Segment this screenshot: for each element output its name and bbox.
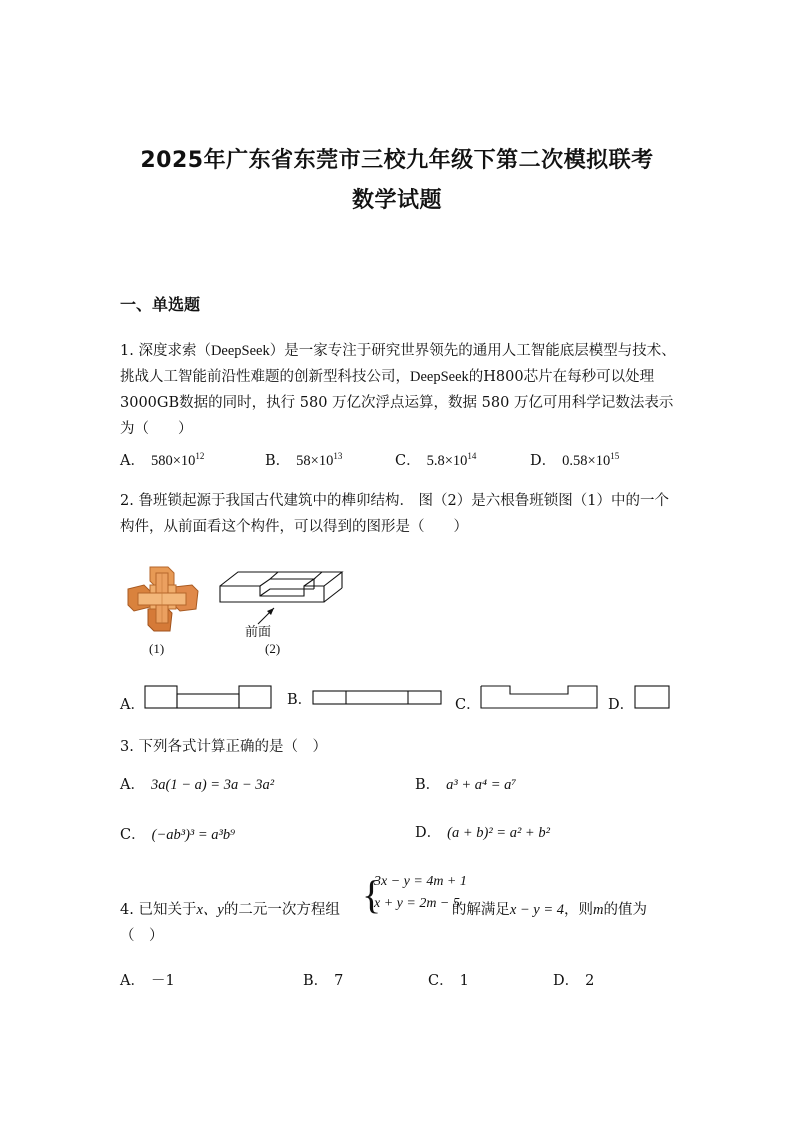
condition: x − y = 4: [509, 902, 565, 918]
deepseek-term: DeepSeek: [210, 343, 270, 359]
q3-option-b[interactable]: [415, 774, 516, 796]
question-text: 的二元一次方程组: [223, 902, 340, 918]
question-text: 已知关于: [138, 902, 197, 918]
q3-option-a[interactable]: [120, 774, 274, 796]
question-text: 是一家专注于研究世界领先的通用人工智能底层模型与技术、挑战人工智能前沿性难题的创新型科技公司，: [120, 343, 676, 385]
figure-1-caption: (1): [149, 641, 165, 656]
option-value: 0.58×10: [562, 453, 611, 469]
question-text: 深度求索: [138, 343, 197, 359]
option-exponent: 12: [195, 451, 205, 461]
option-label: B．: [265, 453, 291, 469]
question-number: 3.: [120, 739, 134, 755]
question-number: 1.: [120, 343, 134, 359]
paren: （: [196, 343, 211, 359]
option-label: C．: [395, 453, 421, 469]
brace-icon: {: [362, 872, 382, 917]
q4-option-b[interactable]: [303, 970, 343, 992]
option-value: 2: [585, 973, 595, 989]
q3-option-c[interactable]: [120, 824, 235, 846]
option-expression: (−ab³)³ = a³b⁹: [151, 827, 236, 843]
question-2: [120, 488, 676, 540]
option-value: 580×10: [150, 453, 196, 469]
q1-option-b[interactable]: [265, 450, 342, 472]
option-label: C．: [120, 827, 146, 843]
exam-title: 2025年广东省东莞市三校九年级下第二次模拟联考: [140, 148, 654, 173]
q1-option-c[interactable]: [395, 450, 476, 472]
q2-option-d-label[interactable]: D．: [608, 697, 635, 713]
q2-option-b-shape[interactable]: [312, 690, 442, 706]
question-text: 的解满足: [451, 902, 510, 918]
option-label: D．: [553, 973, 580, 989]
q4-option-d[interactable]: [553, 970, 594, 992]
option-expression: a³ + a⁴ = a⁷: [446, 777, 517, 793]
option-value: 58×10: [296, 453, 334, 469]
equation-1: 3x − y = 4m + 1: [374, 874, 467, 889]
q1-option-d[interactable]: [530, 450, 619, 472]
q4-option-c[interactable]: [428, 970, 469, 992]
option-label: C．: [428, 973, 454, 989]
question-number: 4.: [120, 902, 134, 918]
q4-option-a[interactable]: [120, 970, 175, 992]
option-value: 5.8×10: [426, 453, 468, 469]
option-label: D．: [530, 453, 557, 469]
question-text: 的值为（ ）: [120, 902, 648, 944]
q2-option-a-label[interactable]: A．: [120, 697, 145, 713]
option-value: 7: [334, 973, 344, 989]
variables: x、y: [196, 902, 224, 918]
figure-2-caption: (2): [265, 641, 281, 656]
question-1: [120, 338, 676, 442]
question-number: 2.: [120, 493, 134, 509]
question-text: ，则: [564, 902, 594, 918]
question-3: [120, 734, 676, 760]
option-label: A．: [120, 453, 145, 469]
option-exponent: 13: [333, 451, 343, 461]
front-label: 前面: [245, 625, 272, 640]
option-label: B．: [303, 973, 329, 989]
option-value: －1: [150, 973, 175, 989]
option-label: B．: [415, 777, 441, 793]
option-label: A．: [120, 973, 145, 989]
option-expression: 3a(1 − a) = 3a − 3a²: [150, 777, 275, 793]
notched-block-drawing: [218, 566, 346, 636]
equation-2: x + y = 2m − 5: [374, 896, 460, 911]
q2-option-c-shape[interactable]: [480, 685, 598, 709]
option-expression: (a + b)² = a² + b²: [447, 825, 550, 841]
option-value: 1: [459, 973, 469, 989]
question-text: 鲁班锁起源于我国古代建筑中的榫卯结构． 图（2）是六根鲁班锁图（1）中的一个构件，从前面看这个构件，可以得到的图形是（ ）: [120, 493, 670, 535]
deepseek-term: DeepSeek: [410, 369, 469, 385]
option-exponent: 15: [610, 451, 620, 461]
paren: ）: [269, 343, 285, 359]
variable-m: m: [593, 902, 604, 918]
q2-option-d-shape[interactable]: [634, 685, 670, 709]
option-label: A．: [120, 777, 145, 793]
question-4: [120, 897, 680, 949]
luban-lock-image: [124, 563, 200, 635]
q2-option-a-shape[interactable]: [144, 685, 272, 709]
exam-subtitle: 数学试题: [351, 188, 442, 213]
q3-option-d[interactable]: [415, 822, 550, 844]
question-text: 的H800芯片在每秒可以处理3000GB数据的同时，执行 580 万亿次浮点运算，数据 580 万亿可用科学记数法表示为（ ）: [120, 369, 674, 437]
q1-option-a[interactable]: [120, 450, 204, 472]
question-text: 下列各式计算正确的是（ ）: [138, 739, 327, 755]
option-exponent: 14: [467, 451, 477, 461]
option-label: D．: [415, 825, 442, 841]
q2-option-c-label[interactable]: C．: [455, 697, 481, 713]
q2-option-b-label[interactable]: B．: [287, 692, 313, 708]
section-heading: 一、单选题: [120, 295, 201, 314]
